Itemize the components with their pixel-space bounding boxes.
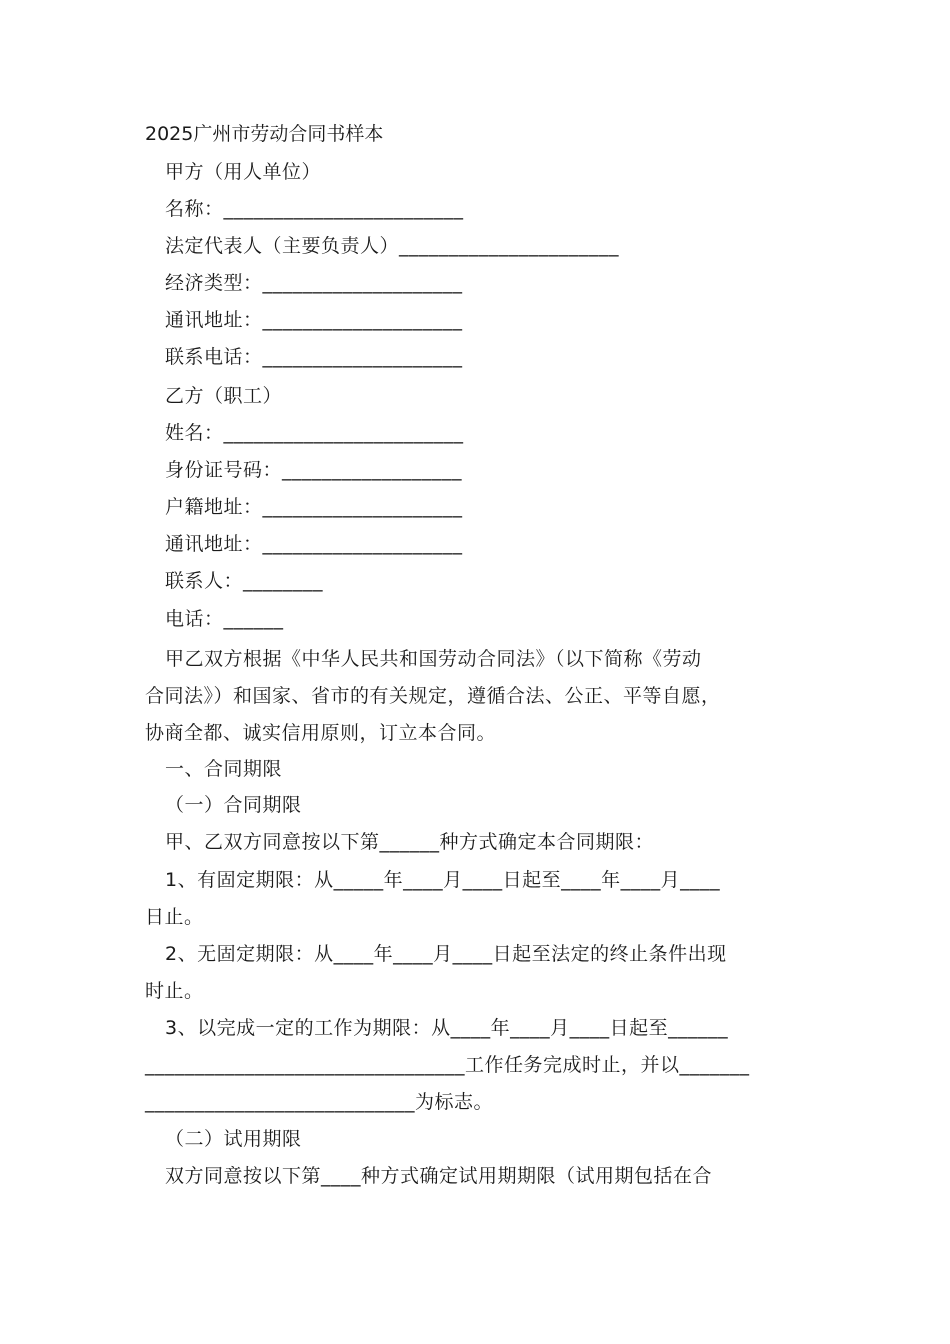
task-term-line-1: 3、以完成一定的工作为期限：从____年____月____日起至______	[165, 1017, 729, 1039]
subsection-2-heading: （二）试用期限	[165, 1128, 302, 1150]
party-b-heading: 乙方（职工）	[165, 385, 283, 407]
open-term-line-1: 2、无固定期限：从____年____月____日起至法定的终止条件出现	[165, 943, 727, 965]
party-a-name: 名称：________________________	[165, 198, 464, 220]
party-a-heading: 甲方（用人单位）	[165, 161, 322, 183]
party-b-id-number: 身份证号码：__________________	[165, 459, 463, 481]
preamble-line-2: 合同法》）和国家、省市的有关规定，遵循合法、公正、平等自愿，	[145, 685, 721, 707]
task-term-line-3: ___________________________为标志。	[145, 1091, 494, 1113]
party-b-phone: 电话：______	[165, 608, 284, 630]
document-title: 2025广州市劳动合同书样本	[145, 123, 384, 145]
subsection-1-heading: （一）合同期限	[165, 794, 302, 816]
fixed-term-line-1: 1、有固定期限：从_____年____月____日起至____年____月____	[165, 869, 721, 891]
probation-line-1: 双方同意按以下第____种方式确定试用期期限（试用期包括在合	[165, 1165, 713, 1187]
party-b-contact: 联系人：________	[165, 570, 324, 592]
party-b-household-address: 户籍地址：____________________	[165, 496, 463, 518]
party-a-address: 通讯地址：____________________	[165, 309, 463, 331]
party-b-name: 姓名：________________________	[165, 422, 464, 444]
party-a-economic-type: 经济类型：____________________	[165, 272, 463, 294]
party-b-address: 通讯地址：____________________	[165, 533, 463, 555]
task-term-line-2: ________________________________工作任务完成时止，并以_______	[145, 1054, 750, 1076]
section-1-heading: 一、合同期限	[165, 758, 283, 780]
fixed-term-line-2: 日止。	[145, 906, 204, 928]
preamble-line-3: 协商全都、诚实信用原则，订立本合同。	[145, 722, 497, 744]
open-term-line-2: 时止。	[145, 980, 204, 1002]
term-choice-line: 甲、乙双方同意按以下第______种方式确定本合同期限：	[165, 831, 655, 853]
party-a-legal-rep: 法定代表人（主要负责人）______________________	[165, 235, 620, 257]
party-a-phone: 联系电话：____________________	[165, 346, 463, 368]
preamble-line-1: 甲乙双方根据《中华人民共和国劳动合同法》（以下简称《劳动	[165, 648, 702, 670]
